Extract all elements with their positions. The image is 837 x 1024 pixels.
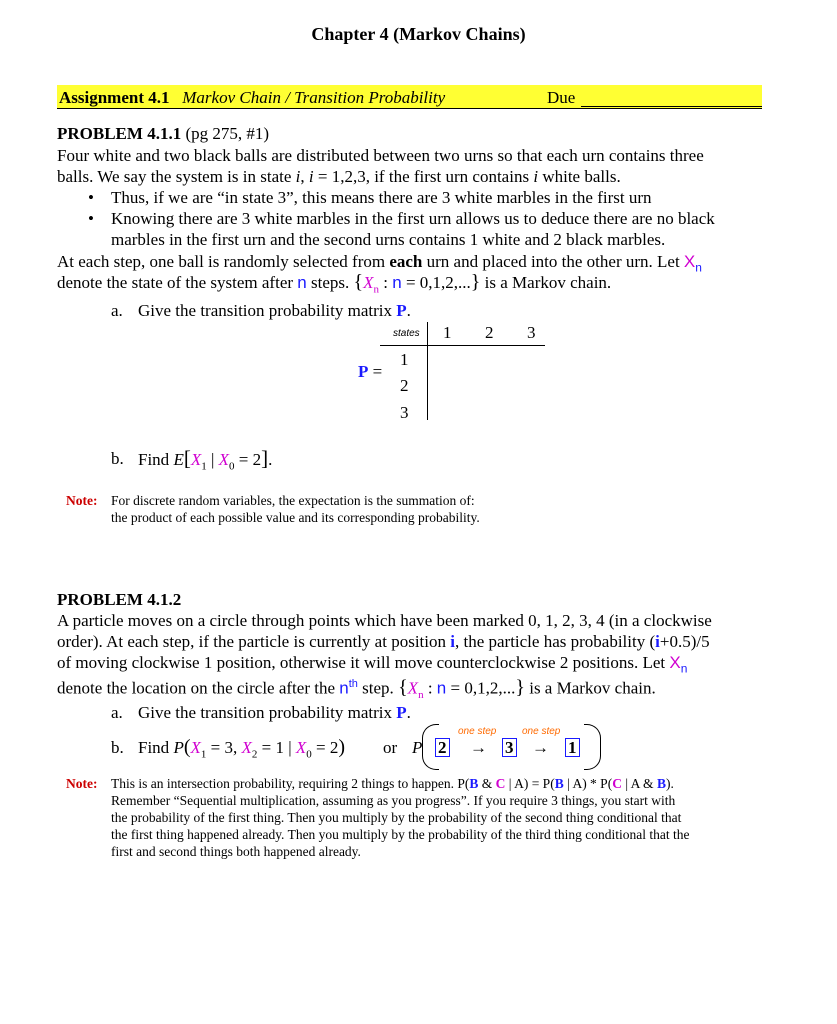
problem-2-part-b-text [138,737,345,765]
text-run: of moving clockwise 1 position, otherwise it will move counterclockwise 2 positions. Let [57,653,670,672]
var-n: n [297,273,307,292]
sub-1: 1 [201,460,207,473]
var-n: n [392,273,402,292]
text-run: step. [357,678,399,698]
prob-P: P [412,738,423,757]
event-A: A [572,776,583,791]
note-1-line2: the product of each possible value and its corresponding probability. [111,510,480,525]
due-label: Due [547,88,576,107]
text-run: = 1,2,3, if the first urn contains [313,167,534,186]
text-run: | [563,776,573,791]
var-i: i [655,632,660,651]
problem-1-text-line1: Four white and two black balls are distributed between two urns so that each urn contains three [57,146,704,165]
event-B: B [554,776,564,791]
text-run: = 3, [206,738,242,757]
text-run: : [423,678,437,698]
problem-1-header [57,123,269,144]
note-label: Note: [66,493,98,508]
note-2-line1 [111,775,674,792]
note-1-label [66,492,97,509]
var-X: X [218,450,230,469]
part-a-label: a. [111,301,123,320]
path-P [412,737,422,758]
note-2-line3: the probability of the first thing. Then you multiply by the probability of the second thing conditional that [111,810,682,825]
var-i: i [295,167,301,186]
text-run: ). [665,776,674,791]
matrix-col-1: 1 [443,323,452,342]
brace-close: } [470,271,481,293]
text-run: | [206,450,219,469]
problem-2-line1: A particle moves on a circle through points which have been marked 0, 1, 2, 3, 4 (in a clockwise [57,611,712,630]
state-box-3: 3 [502,738,517,757]
text-run: = 1 | [257,738,296,757]
var-n-sub: n [373,283,379,296]
bullet-dot: • [88,209,94,228]
problem-2-heading-text: PROBLEM 4.1.2 [57,590,182,609]
note-2-label [66,775,97,792]
text-run: , [300,167,309,186]
bullet-dot: • [88,188,94,207]
part-b-label: b. [111,449,124,468]
text-run: ) = P( [523,776,555,791]
text-run: This is an intersection probability, requiring 2 things to happen. P( [111,776,470,791]
matrix-corner-label: states [393,328,420,339]
bracket-open: [ [183,446,191,470]
matrix-P: P [396,703,407,722]
assignment-underline [57,108,762,109]
problem-2-part-b-label: b. [111,738,124,757]
problem-1-para2-line2 [57,272,611,300]
text-run: balls. We say the system is in state [57,167,296,186]
matrix-col-2: 2 [485,323,494,342]
problem-1-ref: (pg 275, #1) [185,124,270,143]
event-A: A [630,776,640,791]
var-X: X [407,678,419,698]
text-run: white balls. [538,167,621,186]
paren-open: ( [183,736,191,758]
var-n-sub: n [695,260,702,275]
var-X: X [669,653,681,672]
state-box-2: 2 [435,738,450,757]
var-X: X [295,738,307,757]
one-step-label-1: one step [458,726,497,737]
text-run: , the particle has probability ( [454,632,656,651]
sub-2: 2 [251,748,258,761]
text-run: & [478,776,496,791]
part-b-text [138,448,272,477]
matrix-P-eq [358,361,382,382]
text-run: order). At each step, if the particle is currently at position [57,632,451,651]
chapter-title: Chapter 4 (Markov Chains) [311,24,526,44]
problem-2-part-a-label: a. [111,703,123,722]
text-run: denote the location on the circle after the [57,678,340,698]
matrix-row-2: 2 [400,376,409,395]
var-i: i [308,167,314,186]
arrow-icon: → [470,738,487,757]
bold-each: each [389,252,423,271]
path-state-start [435,737,450,758]
var-X: X [241,738,252,757]
due-blank-line [581,106,762,107]
or-word: or [383,738,398,757]
expectation-E: E [173,450,184,469]
text-run: = 2 [311,738,339,757]
var-X: X [683,252,696,271]
var-n: n [339,678,349,698]
path-state-mid [502,737,517,758]
event-C: C [495,776,506,791]
assignment-label: Assignment 4.1 [59,88,170,107]
note-1-line1: For discrete random variables, the expectation is the summation of: [111,493,475,508]
superscript-th: th [348,678,358,690]
matrix-row-1: 1 [400,350,409,369]
matrix-horizontal-rule [380,345,545,346]
event-B: B [469,776,479,791]
bracket-close: ] [261,446,269,470]
var-n: n [436,678,447,698]
sub-0: 0 [229,460,235,473]
event-C: C [612,776,622,791]
arrow-icon: → [532,738,549,757]
text-run: +0.5)/5 [659,632,710,651]
text-run: : [379,273,393,292]
text-run: steps. [306,273,354,292]
var-n-sub: n [418,689,424,702]
text-run: = 2 [234,450,262,469]
note-2-line2: Remember “Sequential multiplication, assuming as you progress”. If you require 3 things, you start with [111,793,676,808]
assignment-topic: Markov Chain / Transition Probability [182,88,446,107]
sub-1: 1 [200,748,207,761]
text-run: denote the state of the system after [57,273,298,292]
text-run: is a Markov chain. [480,273,612,292]
text-run: . [406,703,411,722]
problem-1-text-line2 [57,166,621,187]
text-run: is a Markov chain. [524,678,656,698]
text-run: Give the transition probability matrix [138,703,397,722]
bullet-2-line1: Knowing there are 3 white marbles in the first urn allows us to deduce there are no black [111,209,715,228]
text-run: . [268,450,273,469]
brace-open: { [398,676,408,699]
text-run: ) * P( [582,776,613,791]
text-run: Find [138,450,174,469]
matrix-vertical-rule [427,322,428,420]
matrix-col-3: 3 [527,323,536,342]
one-step-label-2: one step [522,726,561,737]
prob-P: P [173,738,184,757]
note-2-line4: the first thing happened already. Then you multiply by the probability of the third thing conditional that the [111,827,690,842]
path-paren-right [584,724,601,770]
text-run: Give the transition probability matrix [138,301,397,320]
matrix-row-3: 3 [400,403,409,422]
brace-open: { [353,271,364,293]
text-run: . [406,301,411,320]
text-run: Find [138,738,174,757]
note-label: Note: [66,776,98,791]
text-run: = [368,362,383,381]
var-X: X [363,273,374,292]
assignment-heading [59,87,445,108]
paren-close: ) [338,736,346,758]
var-X: X [190,450,202,469]
text-run: | [621,776,631,791]
var-i: i [450,632,455,651]
problem-2-heading [57,589,181,610]
problem-1-heading: PROBLEM 4.1.1 [57,124,182,143]
matrix-P: P [396,301,407,320]
path-state-end [565,737,580,758]
text-run: = 0,1,2,... [446,678,516,698]
sub-0: 0 [306,748,312,761]
text-run: = 0,1,2,... [401,273,471,292]
text-run: & [639,776,657,791]
problem-2-line2 [57,631,710,652]
event-A: A [514,776,524,791]
text-run: | [505,776,515,791]
var-i: i [533,167,539,186]
state-box-1: 1 [565,738,580,757]
note-2-line5: first and second things both happened already. [111,844,361,859]
event-B: B [656,776,666,791]
var-n-sub: n [680,661,688,676]
brace-close: } [515,676,525,699]
problem-2-part-a-text [138,702,411,723]
part-a-text [138,300,411,321]
bullet-2-line2: marbles in the first urn and the second urns contains 1 white and 2 black marbles. [111,230,666,249]
var-X: X [190,738,201,757]
text-run: urn and placed into the other urn. Let [422,252,684,271]
matrix-P: P [358,362,369,381]
text-run: At each step, one ball is randomly selected from [57,252,390,271]
bullet-1: Thus, if we are “in state 3”, this means there are 3 white marbles in the first urn [111,188,652,207]
